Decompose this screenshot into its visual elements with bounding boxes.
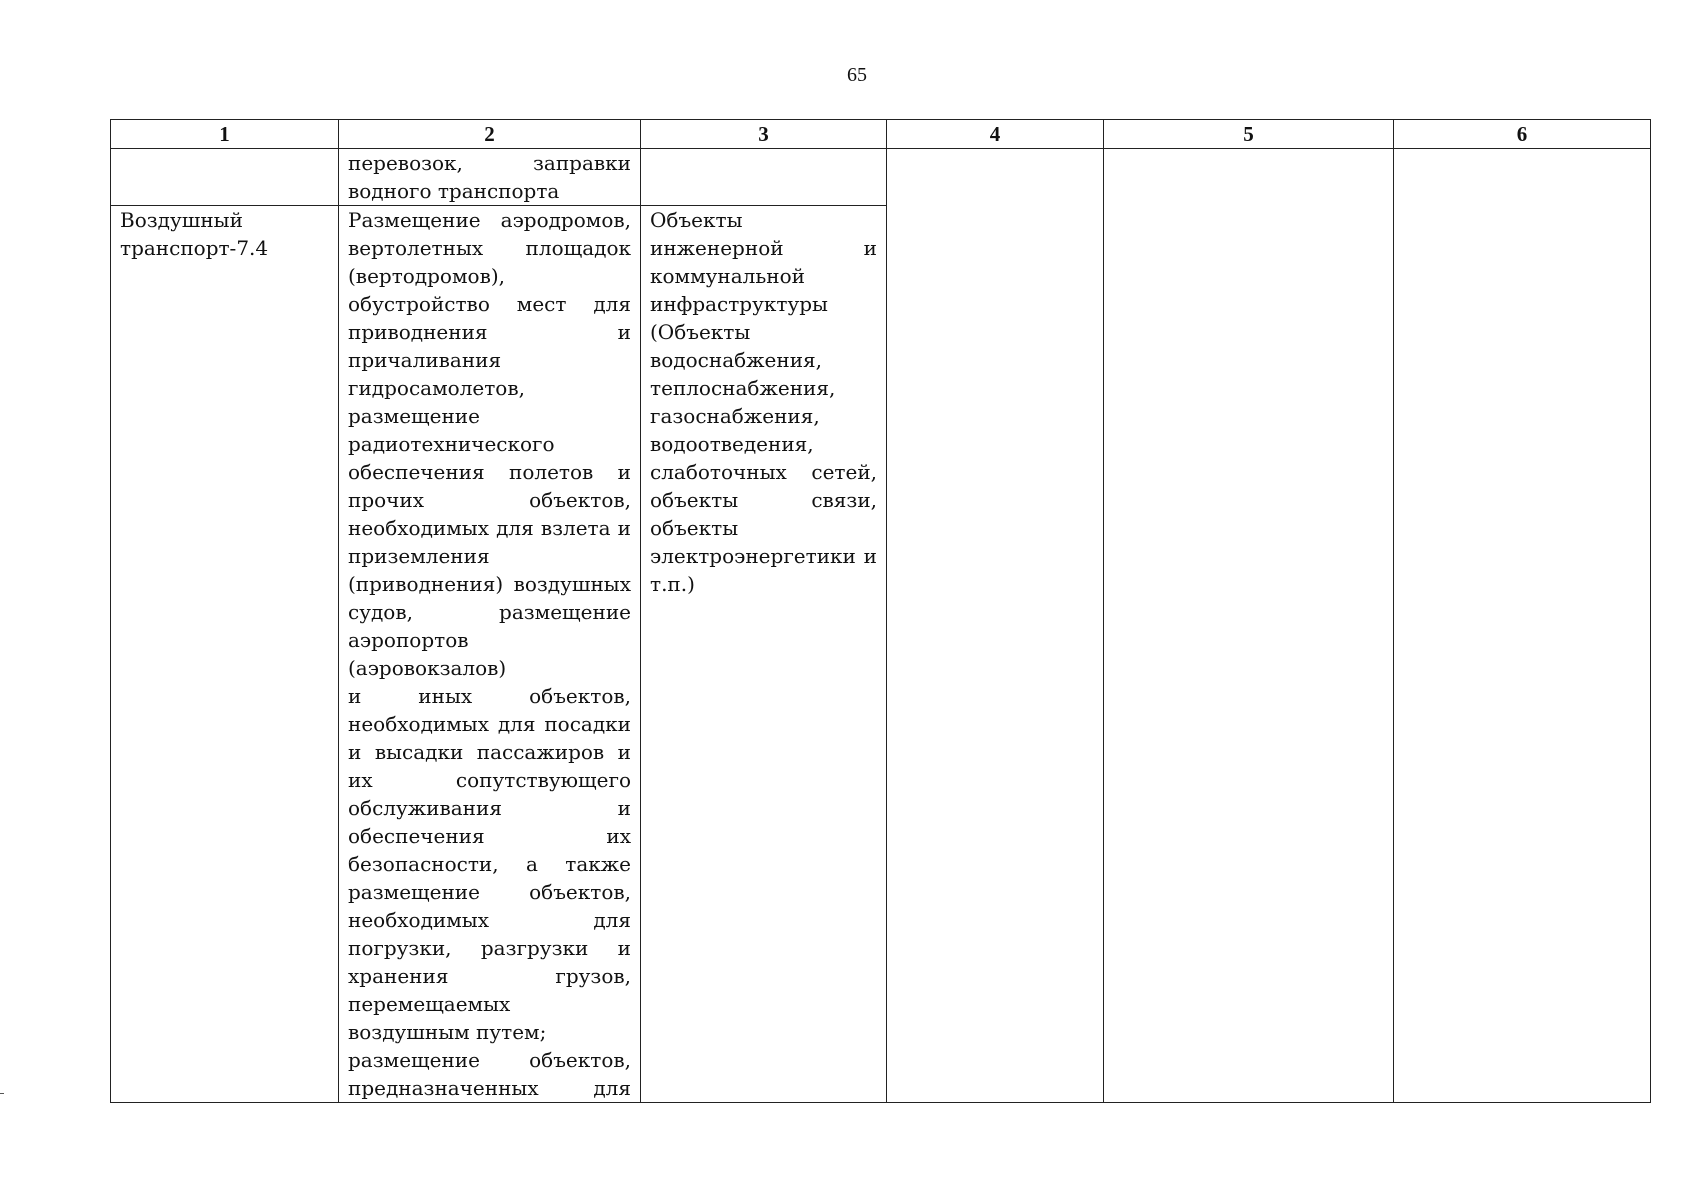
cell-description [339, 206, 641, 1103]
text-line: водного транспорта [348, 179, 560, 203]
text-line: необходимых для взлета и [348, 516, 631, 540]
text-line: транспорт-7.4 [120, 236, 269, 260]
text-line: коммунальной [650, 264, 805, 288]
text-line: и иных объектов, [348, 684, 631, 708]
text-line: судов, размещение [348, 600, 631, 624]
cell-col5 [1104, 149, 1394, 1103]
text-line: приземления [348, 544, 490, 568]
text-line: (приводнения) воздушных [348, 572, 631, 596]
header-row [111, 120, 1651, 149]
text-line: объекты связи, [650, 488, 877, 512]
text-line: их сопутствующего [348, 768, 631, 792]
text-line: причаливания [348, 348, 502, 372]
text-line: газоснабжения, [650, 404, 820, 428]
text-line: вертолетных площадок [348, 236, 631, 260]
text-line: хранения грузов, [348, 964, 631, 988]
text-line: аэропортов (аэровокзалов) [348, 628, 507, 680]
column-header-5: 5 [1104, 120, 1394, 149]
cell-empty [641, 149, 887, 206]
table-row-continuation [111, 149, 1651, 206]
text-line: размещение объектов, [348, 880, 631, 904]
text-line: перемещаемых [348, 992, 511, 1016]
text-line: обустройство мест для [348, 292, 631, 316]
text-line: инфраструктуры [650, 292, 828, 316]
cell-col6 [1394, 149, 1651, 1103]
text-line: инженерной и [650, 236, 877, 260]
text-line: Объекты [650, 208, 743, 232]
text-line: радиотехнического [348, 432, 555, 456]
text-line: воздушным путем; [348, 1020, 547, 1044]
text-line: водоснабжения, [650, 348, 823, 372]
text-line: слаботочных сетей, [650, 460, 877, 484]
text-line: объекты [650, 516, 739, 540]
text-line: размещение объектов, [348, 1048, 631, 1072]
column-header-6: 6 [1394, 120, 1651, 149]
column-header-1: 1 [111, 120, 339, 149]
text-line: водоотведения, [650, 432, 814, 456]
text-line: электроэнергетики и [650, 544, 877, 568]
text-line: и высадки пассажиров и [348, 740, 631, 764]
text-line: Воздушный [120, 208, 243, 232]
text-line: погрузки, разгрузки и [348, 936, 631, 960]
column-header-2: 2 [339, 120, 641, 149]
page-number: 65 [847, 64, 867, 86]
text-line: Размещение аэродромов, [348, 208, 631, 232]
scan-mark [0, 1093, 4, 1094]
text-line: перевозок, заправки [348, 151, 631, 175]
text-line: теплоснабжения, [650, 376, 836, 400]
cell-land-use-type [111, 206, 339, 1103]
text-line: приводнения и [348, 320, 631, 344]
text-line: безопасности, а также [348, 852, 631, 876]
text-line: обеспечения их [348, 824, 631, 848]
text-line: т.п.) [650, 572, 695, 596]
text-line: необходимых для [348, 908, 631, 932]
text-line: размещение [348, 404, 480, 428]
text-line: предназначенных для [348, 1076, 631, 1100]
cell-empty [111, 149, 339, 206]
text-line: (Объекты [650, 320, 751, 344]
text-line: гидросамолетов, [348, 376, 525, 400]
text-line: обеспечения полетов и [348, 460, 631, 484]
text-line: обслуживания и [348, 796, 631, 820]
column-header-4: 4 [887, 120, 1104, 149]
cell-col4 [887, 149, 1104, 1103]
cell-continuation-text [339, 149, 641, 206]
cell-objects [641, 206, 887, 1103]
text-line: (вертодромов), [348, 264, 505, 288]
document-table [110, 119, 1651, 1103]
text-line: прочих объектов, [348, 488, 631, 512]
text-line: необходимых для посадки [348, 712, 631, 736]
column-header-3: 3 [641, 120, 887, 149]
